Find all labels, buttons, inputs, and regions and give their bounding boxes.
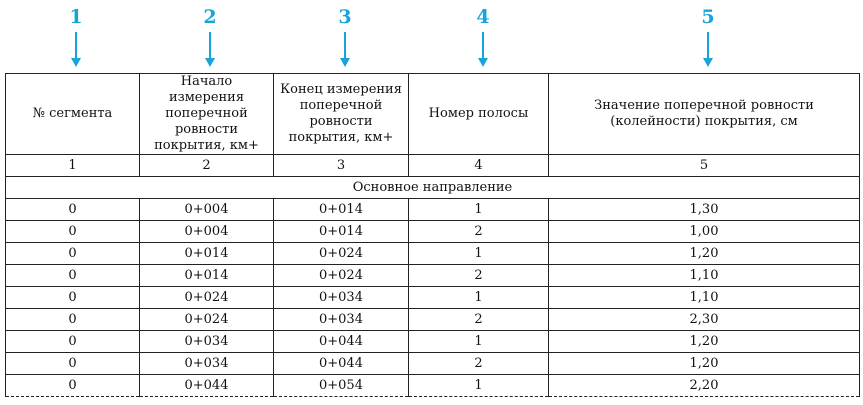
column-number: 5 (549, 155, 860, 177)
header-start-measurement: Начало измерения поперечной ровности покрытия, км+ (140, 74, 274, 155)
cell-segment-number: 0 (6, 243, 140, 265)
cell-end-km: 0+014 (274, 199, 409, 221)
cell-lane-number: 2 (409, 353, 549, 375)
callout-marker-2 (198, 6, 222, 68)
callout-marker-4 (471, 6, 495, 68)
cell-segment-number: 0 (6, 309, 140, 331)
table-row (6, 243, 860, 265)
cell-start-km: 0+024 (140, 309, 274, 331)
cell-segment-number: 0 (6, 265, 140, 287)
cell-start-km: 0+024 (140, 287, 274, 309)
section-title: Основное направление (6, 177, 860, 199)
cell-segment-number: 0 (6, 221, 140, 243)
column-number-row (6, 155, 860, 177)
cell-rutting-value: 2,30 (549, 309, 860, 331)
cell-segment-number: 0 (6, 331, 140, 353)
cell-rutting-value: 1,20 (549, 353, 860, 375)
arrow-down-icon (70, 32, 82, 68)
cell-start-km: 0+014 (140, 265, 274, 287)
rutting-measurement-table (5, 73, 860, 397)
column-number: 4 (409, 155, 549, 177)
callout-number: 4 (476, 6, 490, 28)
cell-start-km: 0+004 (140, 199, 274, 221)
cell-end-km: 0+024 (274, 265, 409, 287)
table-row (6, 199, 860, 221)
table-row (6, 309, 860, 331)
callout-number: 3 (338, 6, 352, 28)
cell-lane-number: 2 (409, 265, 549, 287)
cell-lane-number: 1 (409, 375, 549, 397)
cell-segment-number: 0 (6, 375, 140, 397)
cell-rutting-value: 1,20 (549, 243, 860, 265)
cell-segment-number: 0 (6, 287, 140, 309)
cell-end-km: 0+044 (274, 331, 409, 353)
arrow-down-icon (477, 32, 489, 68)
cell-end-km: 0+054 (274, 375, 409, 397)
header-lane-number: Номер полосы (409, 74, 549, 155)
cell-segment-number: 0 (6, 199, 140, 221)
column-number: 1 (6, 155, 140, 177)
cell-rutting-value: 2,20 (549, 375, 860, 397)
callout-marker-1 (64, 6, 88, 68)
arrow-down-icon (339, 32, 351, 68)
cell-lane-number: 2 (409, 309, 549, 331)
cell-end-km: 0+014 (274, 221, 409, 243)
table-body (6, 199, 860, 397)
column-number: 3 (274, 155, 409, 177)
cell-lane-number: 1 (409, 199, 549, 221)
cell-start-km: 0+034 (140, 331, 274, 353)
cell-segment-number: 0 (6, 353, 140, 375)
cell-start-km: 0+014 (140, 243, 274, 265)
cell-lane-number: 1 (409, 287, 549, 309)
callout-marker-5 (696, 6, 720, 68)
header-end-measurement: Конец измерения поперечной ровности покрытия, км+ (274, 74, 409, 155)
cell-lane-number: 1 (409, 331, 549, 353)
cell-end-km: 0+024 (274, 243, 409, 265)
arrow-down-icon (204, 32, 216, 68)
table-row (6, 353, 860, 375)
cell-rutting-value: 1,10 (549, 265, 860, 287)
arrow-down-icon (702, 32, 714, 68)
table-header-row (6, 74, 860, 155)
cell-rutting-value: 1,10 (549, 287, 860, 309)
cell-end-km: 0+044 (274, 353, 409, 375)
cell-rutting-value: 1,00 (549, 221, 860, 243)
table-row (6, 331, 860, 353)
header-segment-number: № сегмента (6, 74, 140, 155)
cell-lane-number: 2 (409, 221, 549, 243)
table-row (6, 221, 860, 243)
callout-number: 5 (701, 6, 715, 28)
cell-end-km: 0+034 (274, 309, 409, 331)
cell-rutting-value: 1,30 (549, 199, 860, 221)
cell-start-km: 0+044 (140, 375, 274, 397)
column-number: 2 (140, 155, 274, 177)
table-row (6, 375, 860, 397)
cell-end-km: 0+034 (274, 287, 409, 309)
callout-marker-3 (333, 6, 357, 68)
section-row (6, 177, 860, 199)
cell-rutting-value: 1,20 (549, 331, 860, 353)
cell-lane-number: 1 (409, 243, 549, 265)
header-rutting-value: Значение поперечной ровности (колейности) покрытия, см (549, 74, 860, 155)
callout-number: 2 (203, 6, 217, 28)
cell-start-km: 0+004 (140, 221, 274, 243)
cell-start-km: 0+034 (140, 353, 274, 375)
table-row (6, 265, 860, 287)
table-row (6, 287, 860, 309)
callout-number: 1 (69, 6, 83, 28)
